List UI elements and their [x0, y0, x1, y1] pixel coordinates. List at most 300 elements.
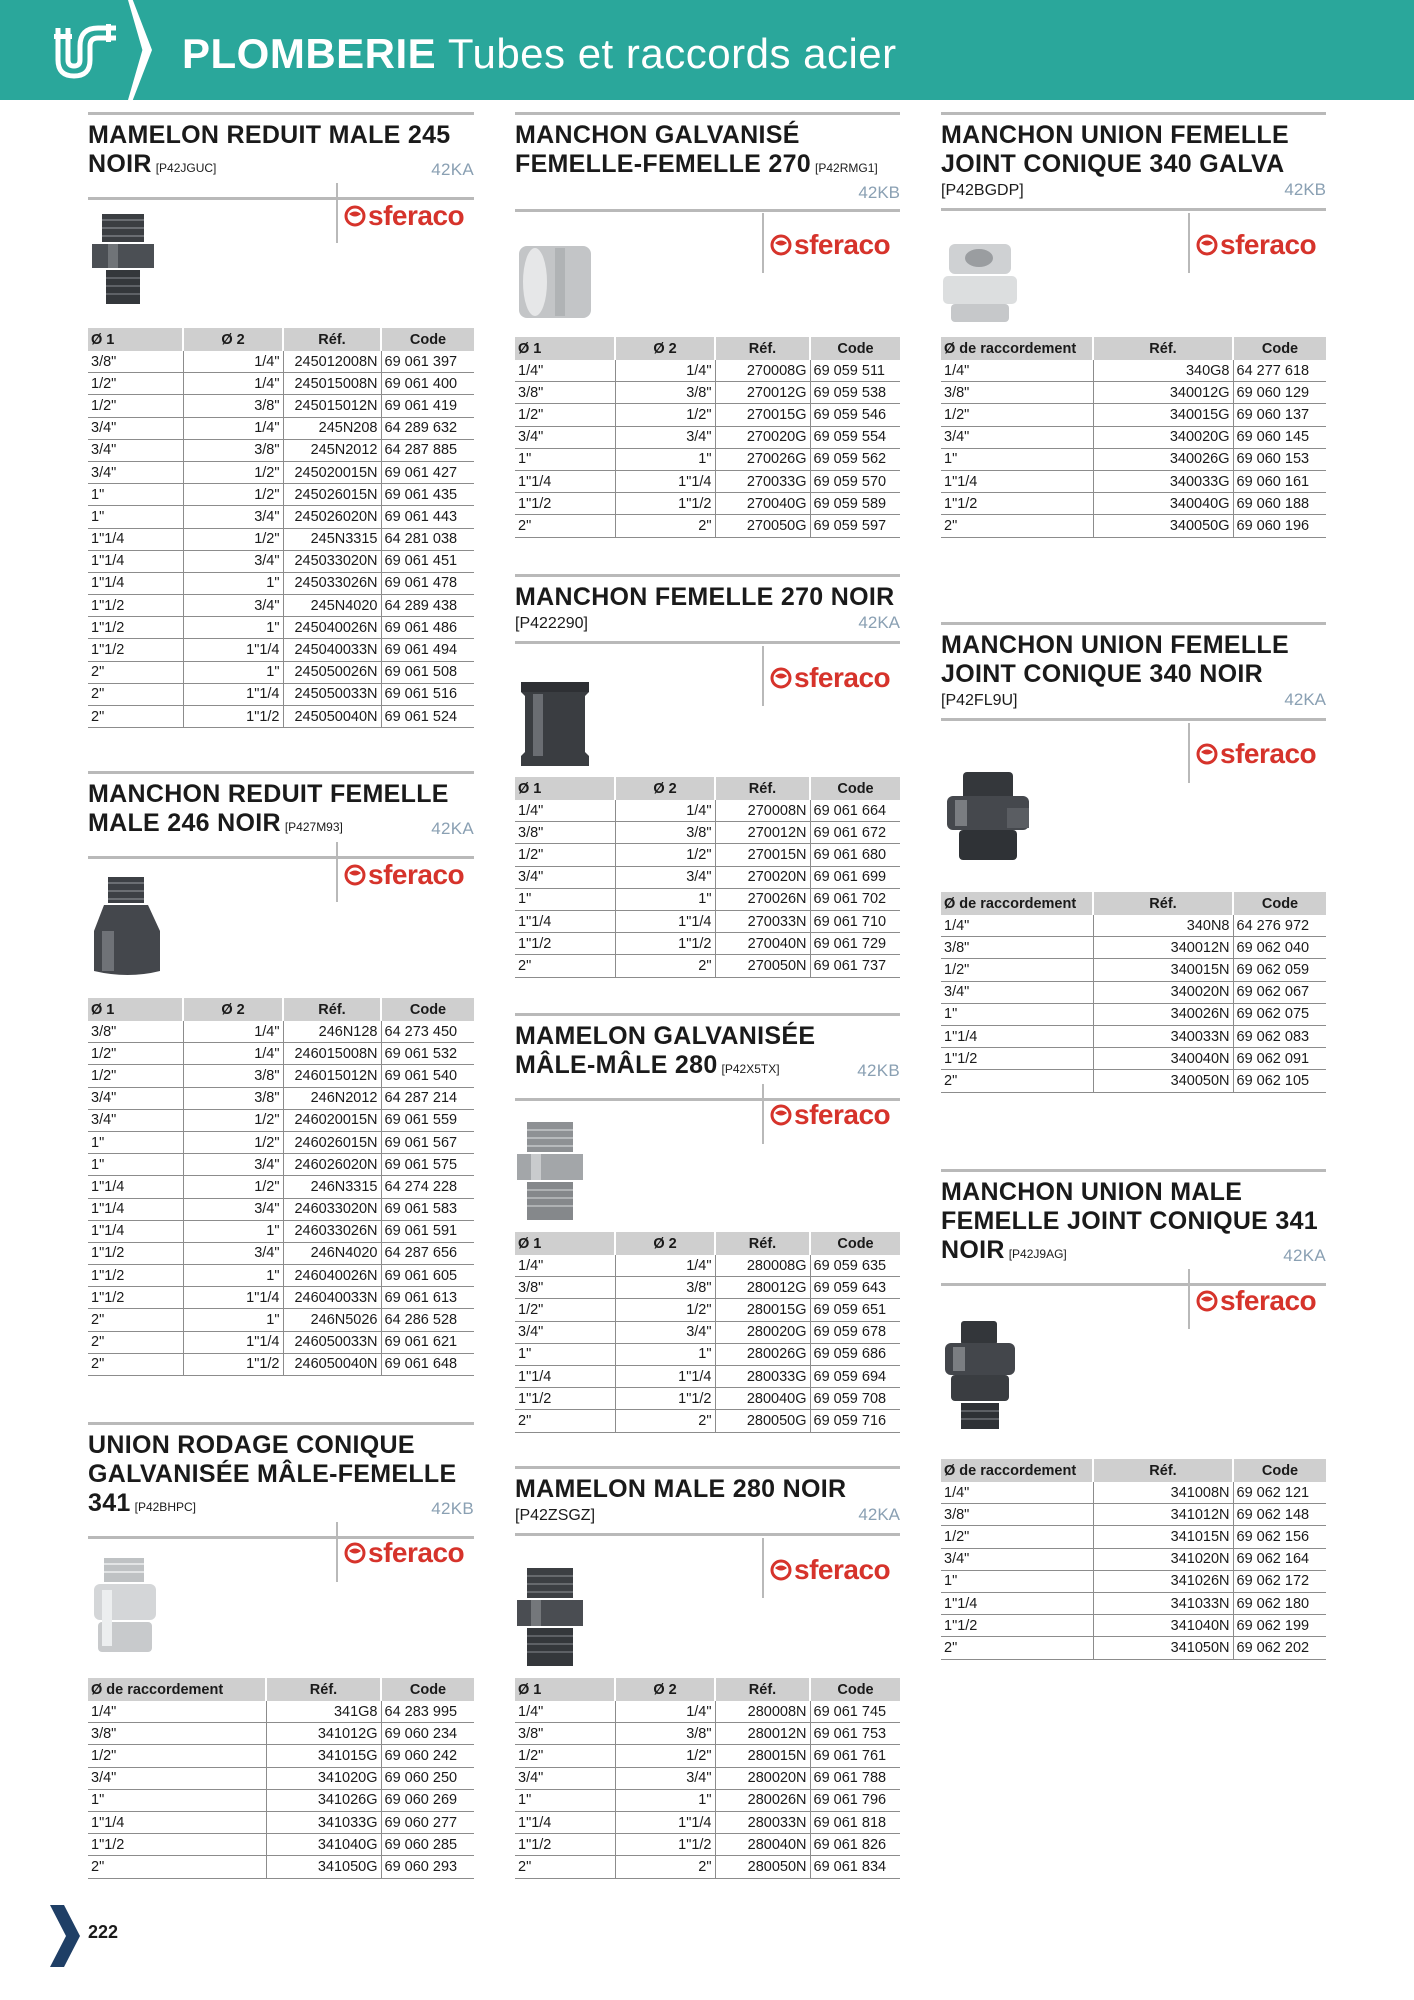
- table-cell: 1/4": [183, 417, 283, 439]
- table-cell: 1/2": [183, 461, 283, 483]
- product-title: MANCHON UNION MALE FEMELLE JOINT CONIQUE 341 NOIR [P42J9AG] 42KA: [941, 1178, 1326, 1269]
- table-cell: 3/8": [88, 1723, 266, 1745]
- table-row: [88, 439, 474, 461]
- table-cell: 1/4": [183, 1043, 283, 1065]
- column-header: Ø 1: [515, 337, 615, 360]
- table-cell: 69 059 589: [810, 493, 900, 515]
- table-row: [515, 1299, 900, 1321]
- column-header: Ø 2: [615, 337, 715, 360]
- table-cell: 270008G: [715, 360, 810, 382]
- table-row: [941, 959, 1326, 981]
- table-cell: 69 059 546: [810, 404, 900, 426]
- table-cell: 3/8": [615, 382, 715, 404]
- table-cell: 245015012N: [283, 395, 381, 417]
- table-cell: 3/8": [515, 1723, 615, 1745]
- table-row: [88, 1265, 474, 1287]
- column-header: Réf.: [266, 1678, 381, 1701]
- table-cell: 1"1/2: [88, 617, 183, 639]
- table-cell: 69 059 694: [810, 1365, 900, 1387]
- table-row: [88, 639, 474, 661]
- table-cell: 64 287 214: [381, 1087, 474, 1109]
- table-cell: 69 062 105: [1233, 1070, 1326, 1092]
- table-cell: 1"1/2: [515, 933, 615, 955]
- table-cell: 3/4": [183, 595, 283, 617]
- product-ref: [P422290]: [515, 615, 588, 632]
- table-cell: 1/2": [88, 1043, 183, 1065]
- product-table: [515, 1232, 900, 1433]
- sferaco-logo-icon: [344, 864, 366, 886]
- table-cell: 1/2": [88, 1745, 266, 1767]
- table-cell: 245N3315: [283, 528, 381, 550]
- table-row: [941, 493, 1326, 515]
- table-cell: 341033G: [266, 1811, 381, 1833]
- table-row: [88, 1767, 474, 1789]
- table-cell: 3/8": [183, 1087, 283, 1109]
- table-cell: 341026G: [266, 1789, 381, 1811]
- table-cell: 69 061 451: [381, 550, 474, 572]
- table-row: [88, 373, 474, 395]
- table-cell: 341008N: [1093, 1482, 1233, 1504]
- table-cell: 1"1/2: [615, 1834, 715, 1856]
- table-row: [515, 1343, 900, 1365]
- table-cell: 1/2": [941, 959, 1093, 981]
- table-cell: 1"1/2: [88, 1265, 183, 1287]
- table-row: [88, 683, 474, 705]
- table-cell: 270033N: [715, 910, 810, 932]
- brand-divider: [762, 646, 764, 706]
- table-cell: 1"1/2: [941, 1615, 1093, 1637]
- table-row: [515, 800, 900, 822]
- column-header: Ø 2: [615, 1232, 715, 1255]
- table-cell: 1"1/2: [515, 1834, 615, 1856]
- table-cell: 1/2": [88, 395, 183, 417]
- product-ref: [P42J9AG]: [1008, 1247, 1067, 1261]
- table-cell: 3/4": [88, 1109, 183, 1131]
- table-cell: 280050G: [715, 1410, 810, 1432]
- table-cell: 1"1/4: [88, 572, 183, 594]
- table-cell: 3/8": [515, 1277, 615, 1299]
- table-row: [941, 404, 1326, 426]
- table-cell: 69 060 129: [1233, 382, 1326, 404]
- column-header: Code: [1233, 1459, 1326, 1482]
- table-cell: 270050N: [715, 955, 810, 977]
- column-header: Ø 1: [515, 1678, 615, 1701]
- table-row: [515, 1834, 900, 1856]
- table-cell: 340015N: [1093, 959, 1233, 981]
- product-image: [941, 1317, 1021, 1433]
- table-cell: 340012N: [1093, 937, 1233, 959]
- table-cell: 69 061 540: [381, 1065, 474, 1087]
- table-cell: 1"1/2: [88, 1242, 183, 1264]
- column-header: Réf.: [715, 1232, 810, 1255]
- table-header-row: [88, 1678, 474, 1701]
- brand-logo: sferaco: [1196, 1285, 1316, 1317]
- table-row: [88, 1109, 474, 1131]
- section-divider: [88, 1422, 474, 1425]
- product-image: [941, 238, 1021, 328]
- table-cell: 3/4": [88, 417, 183, 439]
- table-row: [88, 1021, 474, 1043]
- product-table: [88, 998, 474, 1376]
- column-header: Code: [810, 777, 900, 800]
- product-table: [88, 328, 474, 728]
- table-cell: 3/4": [515, 426, 615, 448]
- table-cell: 1": [183, 1265, 283, 1287]
- category-name: PLOMBERIE: [182, 30, 437, 77]
- table-cell: 270040N: [715, 933, 810, 955]
- table-row: [515, 470, 900, 492]
- table-cell: 245050040N: [283, 706, 381, 728]
- table-cell: 3/8": [183, 439, 283, 461]
- table-cell: 69 060 277: [381, 1811, 474, 1833]
- table-cell: 69 061 583: [381, 1198, 474, 1220]
- table-cell: 69 061 605: [381, 1265, 474, 1287]
- table-row: [941, 426, 1326, 448]
- product-ref: [P427M93]: [284, 820, 343, 834]
- brand-divider: [1188, 213, 1190, 273]
- table-cell: 69 059 643: [810, 1277, 900, 1299]
- table-row: [515, 493, 900, 515]
- table-cell: 270015N: [715, 844, 810, 866]
- table-row: [515, 933, 900, 955]
- column-header: Réf.: [283, 328, 381, 351]
- table-cell: 246026020N: [283, 1154, 381, 1176]
- table-cell: 1": [88, 1154, 183, 1176]
- table-row: [515, 1365, 900, 1387]
- product-table: [515, 777, 900, 978]
- table-cell: 1/4": [515, 360, 615, 382]
- table-cell: 1/2": [183, 1131, 283, 1153]
- table-cell: 1"1/4: [615, 910, 715, 932]
- table-cell: 2": [88, 1331, 183, 1353]
- table-cell: 1/2": [615, 1299, 715, 1321]
- table-cell: 1/4": [615, 1701, 715, 1723]
- category-icon-box: [0, 0, 150, 100]
- table-cell: 3/8": [88, 1021, 183, 1043]
- table-cell: 64 273 450: [381, 1021, 474, 1043]
- table-cell: 3/8": [88, 351, 183, 373]
- product-title: MAMELON REDUIT MALE 245 NOIR [P42JGUC] 42KA: [88, 121, 474, 183]
- table-cell: 69 061 591: [381, 1220, 474, 1242]
- table-cell: 69 062 199: [1233, 1615, 1326, 1637]
- table-cell: 1"1/2: [183, 706, 283, 728]
- table-row: [941, 1504, 1326, 1526]
- table-row: [88, 595, 474, 617]
- table-row: [88, 461, 474, 483]
- section-divider: [515, 209, 900, 212]
- table-cell: 246015008N: [283, 1043, 381, 1065]
- table-cell: 341026N: [1093, 1570, 1233, 1592]
- table-row: [88, 1811, 474, 1833]
- table-cell: 340020N: [1093, 981, 1233, 1003]
- table-cell: 69 061 745: [810, 1701, 900, 1723]
- section-divider: [941, 622, 1326, 625]
- table-cell: 1": [515, 448, 615, 470]
- table-cell: 245026020N: [283, 506, 381, 528]
- table-row: [515, 1723, 900, 1745]
- table-row: [515, 382, 900, 404]
- brand-divider: [1188, 723, 1190, 783]
- brand-logo: sferaco: [344, 200, 464, 232]
- table-cell: 69 061 818: [810, 1811, 900, 1833]
- table-cell: 3/8": [183, 1065, 283, 1087]
- table-cell: 69 061 397: [381, 351, 474, 373]
- table-cell: 2": [88, 1856, 266, 1878]
- table-row: [515, 1811, 900, 1833]
- table-cell: 1/2": [183, 528, 283, 550]
- product-title: MANCHON UNION FEMELLE JOINT CONIQUE 340 NOIR: [941, 631, 1289, 688]
- column-header: Code: [810, 1232, 900, 1255]
- table-cell: 69 061 796: [810, 1789, 900, 1811]
- table-cell: 69 062 083: [1233, 1025, 1326, 1047]
- table-cell: 341020N: [1093, 1548, 1233, 1570]
- table-cell: 340G8: [1093, 360, 1233, 382]
- table-cell: 280050N: [715, 1856, 810, 1878]
- table-cell: 69 062 172: [1233, 1570, 1326, 1592]
- brand-divider: [336, 183, 338, 243]
- table-header-row: [88, 328, 474, 351]
- section-divider: [941, 208, 1326, 211]
- table-cell: 1/4": [615, 800, 715, 822]
- table-cell: 2": [615, 1856, 715, 1878]
- table-cell: 270012N: [715, 822, 810, 844]
- column-header: Ø 1: [88, 998, 183, 1021]
- table-cell: 1"1/4: [515, 1811, 615, 1833]
- brand-divider: [762, 1538, 764, 1598]
- table-cell: 69 061 621: [381, 1331, 474, 1353]
- table-cell: 69 061 478: [381, 572, 474, 594]
- table-cell: 3/4": [183, 1154, 283, 1176]
- table-row: [88, 572, 474, 594]
- table-row: [941, 915, 1326, 937]
- product-code: 42KB: [857, 1061, 900, 1080]
- table-cell: 246N128: [283, 1021, 381, 1043]
- table-cell: 3/8": [941, 1504, 1093, 1526]
- table-cell: 246026015N: [283, 1131, 381, 1153]
- table-cell: 69 061 575: [381, 1154, 474, 1176]
- table-cell: 1/2": [183, 1176, 283, 1198]
- product-ref: [P42JGUC]: [155, 161, 217, 175]
- table-cell: 1": [183, 1309, 283, 1331]
- table-cell: 1": [88, 1131, 183, 1153]
- table-cell: 69 059 686: [810, 1343, 900, 1365]
- table-header-row: [515, 777, 900, 800]
- product-ref: [P42X5TX]: [721, 1062, 780, 1076]
- column-header: Réf.: [715, 1678, 810, 1701]
- table-cell: 1/2": [515, 404, 615, 426]
- table-row: [515, 822, 900, 844]
- table-cell: 69 061 826: [810, 1834, 900, 1856]
- table-cell: 69 060 293: [381, 1856, 474, 1878]
- table-cell: 69 060 137: [1233, 404, 1326, 426]
- table-cell: 246050033N: [283, 1331, 381, 1353]
- sferaco-logo-icon: [1196, 743, 1218, 765]
- product-section: [88, 1422, 474, 1875]
- table-cell: 1/4": [183, 373, 283, 395]
- section-divider: [515, 641, 900, 644]
- table-cell: 69 061 435: [381, 484, 474, 506]
- table-cell: 246033026N: [283, 1220, 381, 1242]
- table-cell: 245N208: [283, 417, 381, 439]
- table-cell: 1": [183, 661, 283, 683]
- table-cell: 280012G: [715, 1277, 810, 1299]
- table-row: [88, 1309, 474, 1331]
- table-cell: 2": [615, 1410, 715, 1432]
- table-row: [515, 1701, 900, 1723]
- table-cell: 246N2012: [283, 1087, 381, 1109]
- product-table: [88, 1678, 474, 1879]
- table-row: [88, 417, 474, 439]
- table-row: [515, 448, 900, 470]
- table-cell: 69 062 067: [1233, 981, 1326, 1003]
- table-cell: 1/4": [88, 1701, 266, 1723]
- table-cell: 1/4": [615, 1255, 715, 1277]
- table-cell: 3/8": [615, 1277, 715, 1299]
- table-row: [941, 360, 1326, 382]
- table-cell: 3/8": [615, 1723, 715, 1745]
- table-cell: 3/4": [183, 1242, 283, 1264]
- table-cell: 69 061 672: [810, 822, 900, 844]
- table-cell: 1"1/4: [88, 1198, 183, 1220]
- table-cell: 270050G: [715, 515, 810, 537]
- table-cell: 1/4": [941, 1482, 1093, 1504]
- table-cell: 69 059 678: [810, 1321, 900, 1343]
- table-cell: 69 061 508: [381, 661, 474, 683]
- table-cell: 340012G: [1093, 382, 1233, 404]
- table-cell: 69 059 511: [810, 360, 900, 382]
- table-cell: 69 060 196: [1233, 515, 1326, 537]
- table-cell: 1"1/4: [88, 528, 183, 550]
- product-title: MANCHON GALVANISÉ FEMELLE-FEMELLE 270 [P42RMG1]: [515, 121, 878, 178]
- table-cell: 69 062 164: [1233, 1548, 1326, 1570]
- table-row: [941, 1570, 1326, 1592]
- table-cell: 69 059 562: [810, 448, 900, 470]
- table-row: [515, 1767, 900, 1789]
- table-cell: 246015012N: [283, 1065, 381, 1087]
- product-ref: [P42ZSGZ]: [515, 1507, 596, 1524]
- table-row: [941, 1526, 1326, 1548]
- table-row: [515, 1745, 900, 1767]
- table-cell: 280040N: [715, 1834, 810, 1856]
- table-cell: 1": [88, 506, 183, 528]
- table-cell: 2": [515, 515, 615, 537]
- table-row: [88, 1745, 474, 1767]
- table-cell: 69 061 729: [810, 933, 900, 955]
- product-title: MAMELON MALE 280 NOIR: [515, 1475, 847, 1503]
- brand-divider: [762, 1084, 764, 1144]
- page-number: 222: [88, 1922, 119, 1942]
- table-cell: 340020G: [1093, 426, 1233, 448]
- product-section: [515, 112, 900, 534]
- table-cell: 69 059 597: [810, 515, 900, 537]
- product-section: [941, 1169, 1326, 1656]
- table-cell: 340033G: [1093, 470, 1233, 492]
- product-image: [515, 674, 595, 774]
- table-cell: 3/4": [941, 426, 1093, 448]
- page-header: [0, 0, 1414, 100]
- table-row: [88, 484, 474, 506]
- table-row: [88, 1198, 474, 1220]
- table-cell: 69 059 716: [810, 1410, 900, 1432]
- table-cell: 1"1/2: [941, 1048, 1093, 1070]
- table-cell: 246020015N: [283, 1109, 381, 1131]
- table-cell: 69 062 180: [1233, 1592, 1326, 1614]
- table-row: [515, 404, 900, 426]
- table-cell: 69 061 613: [381, 1287, 474, 1309]
- section-divider: [941, 1169, 1326, 1172]
- product-section: [88, 771, 474, 1373]
- table-cell: 69 061 680: [810, 844, 900, 866]
- column-header: Ø de raccordement: [941, 1459, 1093, 1482]
- table-cell: 3/4": [88, 1767, 266, 1789]
- table-row: [515, 866, 900, 888]
- table-cell: 3/4": [941, 981, 1093, 1003]
- product-image: [515, 1564, 585, 1674]
- table-cell: 1": [88, 484, 183, 506]
- section-divider: [515, 574, 900, 577]
- table-row: [515, 910, 900, 932]
- brand-divider: [762, 213, 764, 273]
- sferaco-logo-icon: [770, 667, 792, 689]
- table-row: [88, 506, 474, 528]
- table-row: [941, 981, 1326, 1003]
- table-cell: 1": [515, 1789, 615, 1811]
- table-cell: 245015008N: [283, 373, 381, 395]
- column-header: Réf.: [1093, 1459, 1233, 1482]
- table-cell: 1/2": [941, 1526, 1093, 1548]
- table-cell: 69 061 699: [810, 866, 900, 888]
- product-ref: [P42FL9U]: [941, 692, 1018, 709]
- table-cell: 2": [515, 1856, 615, 1878]
- column-header: Code: [381, 1678, 474, 1701]
- table-cell: 245050026N: [283, 661, 381, 683]
- product-section: [88, 112, 474, 725]
- column-header: Code: [810, 337, 900, 360]
- table-cell: 69 062 091: [1233, 1048, 1326, 1070]
- table-row: [88, 1176, 474, 1198]
- table-cell: 1"1/2: [88, 1287, 183, 1309]
- table-row: [941, 470, 1326, 492]
- product-table: [941, 1459, 1326, 1660]
- table-cell: 341015N: [1093, 1526, 1233, 1548]
- table-row: [88, 1353, 474, 1375]
- table-cell: 341040N: [1093, 1615, 1233, 1637]
- table-row: [88, 617, 474, 639]
- table-cell: 1/2": [88, 373, 183, 395]
- plumbing-pipe-icon: [50, 20, 122, 82]
- table-cell: 3/8": [941, 382, 1093, 404]
- column-header: Réf.: [715, 777, 810, 800]
- table-cell: 1/4": [941, 360, 1093, 382]
- table-row: [88, 1834, 474, 1856]
- table-cell: 2": [615, 515, 715, 537]
- table-cell: 69 060 188: [1233, 493, 1326, 515]
- table-cell: 69 061 834: [810, 1856, 900, 1878]
- table-row: [515, 888, 900, 910]
- table-cell: 2": [941, 1637, 1093, 1659]
- table-cell: 1"1/2: [88, 1834, 266, 1856]
- column-header: Ø 1: [88, 328, 183, 351]
- column-header: Réf.: [283, 998, 381, 1021]
- table-cell: 1/2": [183, 484, 283, 506]
- table-cell: 1": [183, 1220, 283, 1242]
- product-code: 42KB: [431, 1499, 474, 1518]
- table-cell: 341050G: [266, 1856, 381, 1878]
- table-cell: 3/4": [88, 1087, 183, 1109]
- table-cell: 1/4": [183, 1021, 283, 1043]
- table-cell: 280015G: [715, 1299, 810, 1321]
- table-cell: 69 061 648: [381, 1353, 474, 1375]
